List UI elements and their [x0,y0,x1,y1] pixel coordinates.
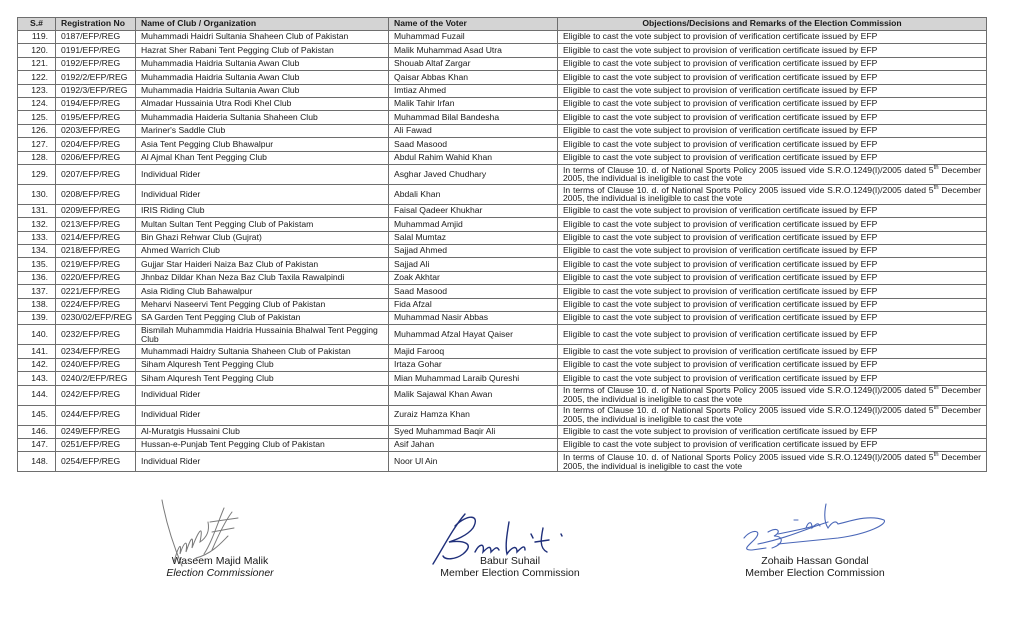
cell-registration-no: 0214/EFP/REG [56,231,136,244]
cell-registration-no: 0208/EFP/REG [56,184,136,204]
cell-club-name: Muhammadi Haidri Sultania Shaheen Club of Pakistan [136,31,389,44]
signatory-name: Waseem Majid Malik [171,555,269,567]
cell-club-name: Muhammadia Haideria Sultania Shaheen Club [136,111,389,124]
cell-serial-no: 140. [18,325,56,345]
table-row [18,285,987,298]
cell-remarks: Eligible to cast the vote subject to provision of verification certificate issued by EFP [558,271,987,284]
cell-serial-no: 128. [18,151,56,164]
table-row [18,438,987,451]
cell-club-name: Individual Rider [136,385,389,405]
cell-serial-no: 119. [18,31,56,44]
cell-serial-no: 141. [18,345,56,358]
cell-remarks: In terms of Clause 10. d. of National Sports Policy 2005 issued vide S.R.O.1249(I)/2005 dated 5th December 2005, the individual is ineligible to cast the vote [558,405,987,425]
cell-voter-name: Shouab Altaf Zargar [389,57,558,70]
table-row [18,204,987,217]
table-row [18,271,987,284]
cell-remarks: In terms of Clause 10. d. of National Sports Policy 2005 issued vide S.R.O.1249(I)/2005 dated 5th December 2005, the individual is ineligible to cast the vote [558,385,987,405]
cell-voter-name: Irtaza Gohar [389,358,558,371]
cell-remarks: Eligible to cast the vote subject to provision of verification certificate issued by EFP [558,285,987,298]
cell-registration-no: 0194/EFP/REG [56,97,136,110]
cell-registration-no: 0224/EFP/REG [56,298,136,311]
cell-remarks: Eligible to cast the vote subject to provision of verification certificate issued by EFP [558,44,987,57]
cell-registration-no: 0254/EFP/REG [56,452,136,472]
cell-serial-no: 134. [18,245,56,258]
cell-club-name: Muhammadia Haidria Sultania Awan Club [136,57,389,70]
table-header-row [18,18,987,31]
cell-voter-name: Zoak Akhtar [389,271,558,284]
cell-registration-no: 0251/EFP/REG [56,438,136,451]
cell-serial-no: 123. [18,84,56,97]
table-row [18,84,987,97]
cell-registration-no: 0232/EFP/REG [56,325,136,345]
cell-club-name: Bismilah Muhammdia Haidria Hussainia Bhalwal Tent Pegging Club [136,325,389,345]
cell-serial-no: 124. [18,97,56,110]
table-row [18,385,987,405]
ordinal-suffix: th [933,164,939,171]
signatory-title: Election Commissioner [166,567,274,579]
cell-voter-name: Majid Farooq [389,345,558,358]
cell-serial-no: 130. [18,184,56,204]
cell-remarks: Eligible to cast the vote subject to provision of verification certificate issued by EFP [558,345,987,358]
table-row [18,298,987,311]
table-row [18,258,987,271]
cell-remarks: Eligible to cast the vote subject to provision of verification certificate issued by EFP [558,97,987,110]
cell-registration-no: 0240/EFP/REG [56,358,136,371]
cell-voter-name: Sajjad Ahmed [389,245,558,258]
cell-club-name: Bin Ghazi Rehwar Club (Gujrat) [136,231,389,244]
cell-voter-name: Saad Masood [389,138,558,151]
cell-registration-no: 0203/EFP/REG [56,124,136,137]
cell-serial-no: 148. [18,452,56,472]
cell-registration-no: 0204/EFP/REG [56,138,136,151]
cell-voter-name: Ali Fawad [389,124,558,137]
cell-registration-no: 0206/EFP/REG [56,151,136,164]
cell-voter-name: Syed Muhammad Baqir Ali [389,425,558,438]
cell-club-name: SA Garden Tent Pegging Club of Pakistan [136,312,389,325]
cell-serial-no: 131. [18,204,56,217]
cell-registration-no: 0187/EFP/REG [56,31,136,44]
cell-registration-no: 0209/EFP/REG [56,204,136,217]
ordinal-suffix: th [933,385,939,392]
ordinal-suffix: th [933,452,939,459]
table-row [18,425,987,438]
cell-serial-no: 137. [18,285,56,298]
cell-serial-no: 133. [18,231,56,244]
cell-club-name: Almadar Hussainia Utra Rodi Khel Club [136,97,389,110]
cell-club-name: IRIS Riding Club [136,204,389,217]
cell-registration-no: 0249/EFP/REG [56,425,136,438]
table-row [18,184,987,204]
cell-registration-no: 0191/EFP/REG [56,44,136,57]
cell-club-name: Meharvi Naseervi Tent Pegging Club of Pakistan [136,298,389,311]
cell-registration-no: 0234/EFP/REG [56,345,136,358]
cell-serial-no: 136. [18,271,56,284]
cell-voter-name: Abdul Rahim Wahid Khan [389,151,558,164]
table-row [18,57,987,70]
cell-club-name: Mariner's Saddle Club [136,124,389,137]
cell-serial-no: 126. [18,124,56,137]
cell-voter-name: Muhammad Afzal Hayat Qaiser [389,325,558,345]
cell-club-name: Asia Riding Club Bahawalpur [136,285,389,298]
cell-registration-no: 0220/EFP/REG [56,271,136,284]
cell-voter-name: Muhammad Nasir Abbas [389,312,558,325]
cell-club-name: Asia Tent Pegging Club Bhawalpur [136,138,389,151]
cell-remarks: Eligible to cast the vote subject to provision of verification certificate issued by EFP [558,151,987,164]
table-row [18,312,987,325]
table-row [18,124,987,137]
cell-voter-name: Abdali Khan [389,184,558,204]
table-row [18,111,987,124]
cell-registration-no: 0192/3/EFP/REG [56,84,136,97]
table-row [18,138,987,151]
cell-remarks: Eligible to cast the vote subject to provision of verification certificate issued by EFP [558,231,987,244]
cell-voter-name: Asghar Javed Chudhary [389,164,558,184]
cell-club-name: Muhammadi Haidry Sultania Shaheen Club of Pakistan [136,345,389,358]
cell-registration-no: 0240/2/EFP/REG [56,372,136,385]
cell-registration-no: 0195/EFP/REG [56,111,136,124]
cell-serial-no: 145. [18,405,56,425]
table-row [18,44,987,57]
cell-serial-no: 138. [18,298,56,311]
cell-voter-name: Salal Mumtaz [389,231,558,244]
cell-voter-name: Fida Afzal [389,298,558,311]
cell-club-name: Jhnbaz Dildar Khan Neza Baz Club Taxila Rawalpindi [136,271,389,284]
cell-voter-name: Sajjad Ali [389,258,558,271]
cell-serial-no: 120. [18,44,56,57]
cell-voter-name: Asif Jahan [389,438,558,451]
cell-remarks: Eligible to cast the vote subject to provision of verification certificate issued by EFP [558,312,987,325]
cell-serial-no: 135. [18,258,56,271]
signatory-title: Member Election Commission [745,567,885,579]
cell-remarks: Eligible to cast the vote subject to provision of verification certificate issued by EFP [558,124,987,137]
voter-eligibility-table [17,17,987,472]
cell-voter-name: Malik Muhammad Asad Utra [389,44,558,57]
signatory-1 [160,555,280,579]
cell-voter-name: Malik Tahir Irfan [389,97,558,110]
cell-remarks: In terms of Clause 10. d. of National Sports Policy 2005 issued vide S.R.O.1249(I)/2005 dated 5th December 2005, the individual is ineligible to cast the vote [558,184,987,204]
cell-remarks: Eligible to cast the vote subject to provision of verification certificate issued by EFP [558,84,987,97]
cell-registration-no: 0242/EFP/REG [56,385,136,405]
cell-serial-no: 142. [18,358,56,371]
cell-club-name: Al-Muratgis Hussaini Club [136,425,389,438]
cell-remarks: Eligible to cast the vote subject to provision of verification certificate issued by EFP [558,438,987,451]
cell-serial-no: 125. [18,111,56,124]
table-row [18,245,987,258]
cell-club-name: Muhammadia Haidria Sultania Awan Club [136,71,389,84]
cell-club-name: Hazrat Sher Rabani Tent Pegging Club of Pakistan [136,44,389,57]
cell-serial-no: 127. [18,138,56,151]
table-row [18,358,987,371]
signatory-name: Zohaib Hassan Gondal [761,555,869,567]
cell-serial-no: 147. [18,438,56,451]
cell-registration-no: 0244/EFP/REG [56,405,136,425]
cell-voter-name: Muhammad Fuzail [389,31,558,44]
cell-voter-name: Muhammad Bilal Bandesha [389,111,558,124]
cell-remarks: Eligible to cast the vote subject to provision of verification certificate issued by EFP [558,204,987,217]
cell-remarks: Eligible to cast the vote subject to provision of verification certificate issued by EFP [558,31,987,44]
cell-voter-name: Muhammad Amjid [389,218,558,231]
header-remarks: Objections/Decisions and Remarks of the Election Commission [558,18,987,31]
cell-remarks: Eligible to cast the vote subject to provision of verification certificate issued by EFP [558,258,987,271]
cell-voter-name: Mian Muhammad Laraib Qureshi [389,372,558,385]
cell-serial-no: 121. [18,57,56,70]
cell-club-name: Individual Rider [136,405,389,425]
cell-registration-no: 0230/02/EFP/REG [56,312,136,325]
cell-remarks: Eligible to cast the vote subject to provision of verification certificate issued by EFP [558,425,987,438]
cell-voter-name: Qaisar Abbas Khan [389,71,558,84]
table-row [18,218,987,231]
cell-serial-no: 122. [18,71,56,84]
table-row [18,231,987,244]
cell-remarks: Eligible to cast the vote subject to provision of verification certificate issued by EFP [558,372,987,385]
table-row [18,325,987,345]
table-row [18,31,987,44]
cell-club-name: Al Ajmal Khan Tent Pegging Club [136,151,389,164]
signatory-2 [425,555,595,579]
table-row [18,405,987,425]
cell-remarks: Eligible to cast the vote subject to provision of verification certificate issued by EFP [558,298,987,311]
table-row [18,452,987,472]
cell-club-name: Individual Rider [136,452,389,472]
cell-serial-no: 139. [18,312,56,325]
cell-club-name: Individual Rider [136,164,389,184]
cell-registration-no: 0221/EFP/REG [56,285,136,298]
table-row [18,151,987,164]
cell-registration-no: 0219/EFP/REG [56,258,136,271]
cell-voter-name: Faisal Qadeer Khukhar [389,204,558,217]
cell-registration-no: 0207/EFP/REG [56,164,136,184]
cell-serial-no: 143. [18,372,56,385]
cell-club-name: Ahmed Warrich Club [136,245,389,258]
cell-registration-no: 0192/EFP/REG [56,57,136,70]
cell-club-name: Siham Alquresh Tent Pegging Club [136,358,389,371]
cell-registration-no: 0192/2/EFP/REG [56,71,136,84]
table-body [18,31,987,472]
cell-voter-name: Zuraiz Hamza Khan [389,405,558,425]
cell-remarks: Eligible to cast the vote subject to provision of verification certificate issued by EFP [558,111,987,124]
cell-remarks: Eligible to cast the vote subject to provision of verification certificate issued by EFP [558,218,987,231]
cell-remarks: Eligible to cast the vote subject to provision of verification certificate issued by EFP [558,138,987,151]
cell-club-name: Hussan-e-Punjab Tent Pegging Club of Pakistan [136,438,389,451]
cell-club-name: Siham Alquresh Tent Pegging Club [136,372,389,385]
cell-club-name: Multan Sultan Tent Pegging Club of Pakistam [136,218,389,231]
signatory-name: Babur Suhail [479,555,541,567]
header-voter-name: Name of the Voter [389,18,558,31]
ordinal-suffix: th [933,405,939,412]
cell-remarks: Eligible to cast the vote subject to provision of verification certificate issued by EFP [558,358,987,371]
table-row [18,71,987,84]
cell-club-name: Muhammadia Haidria Sultania Awan Club [136,84,389,97]
cell-voter-name: Saad Masood [389,285,558,298]
cell-serial-no: 129. [18,164,56,184]
table-row [18,372,987,385]
cell-club-name: Gujjar Star Haideri Naiza Baz Club of Pakistan [136,258,389,271]
cell-voter-name: Noor Ul Ain [389,452,558,472]
cell-registration-no: 0218/EFP/REG [56,245,136,258]
cell-remarks: Eligible to cast the vote subject to provision of verification certificate issued by EFP [558,71,987,84]
cell-serial-no: 144. [18,385,56,405]
ordinal-suffix: th [933,184,939,191]
header-club-name: Name of Club / Organization [136,18,389,31]
cell-remarks: Eligible to cast the vote subject to provision of verification certificate issued by EFP [558,57,987,70]
table-row [18,97,987,110]
table-row [18,164,987,184]
cell-voter-name: Imtiaz Ahmed [389,84,558,97]
cell-remarks: In terms of Clause 10. d. of National Sports Policy 2005 issued vide S.R.O.1249(I)/2005 dated 5th December 2005, the individual is ineligible to cast the vote [558,164,987,184]
header-registration-no: Registration No [56,18,136,31]
cell-voter-name: Malik Sajawal Khan Awan [389,385,558,405]
cell-registration-no: 0213/EFP/REG [56,218,136,231]
cell-remarks: In terms of Clause 10. d. of National Sports Policy 2005 issued vide S.R.O.1249(I)/2005 dated 5th December 2005, the individual is ineligible to cast the vote [558,452,987,472]
cell-serial-no: 132. [18,218,56,231]
cell-club-name: Individual Rider [136,184,389,204]
signature-zohaib-hassan-gondal [738,498,888,558]
cell-serial-no: 146. [18,425,56,438]
table-row [18,345,987,358]
header-serial-no: S.# [18,18,56,31]
cell-remarks: Eligible to cast the vote subject to provision of verification certificate issued by EFP [558,325,987,345]
signatory-3 [735,555,895,579]
signatory-title: Member Election Commission [440,567,580,579]
cell-remarks: Eligible to cast the vote subject to provision of verification certificate issued by EFP [558,245,987,258]
